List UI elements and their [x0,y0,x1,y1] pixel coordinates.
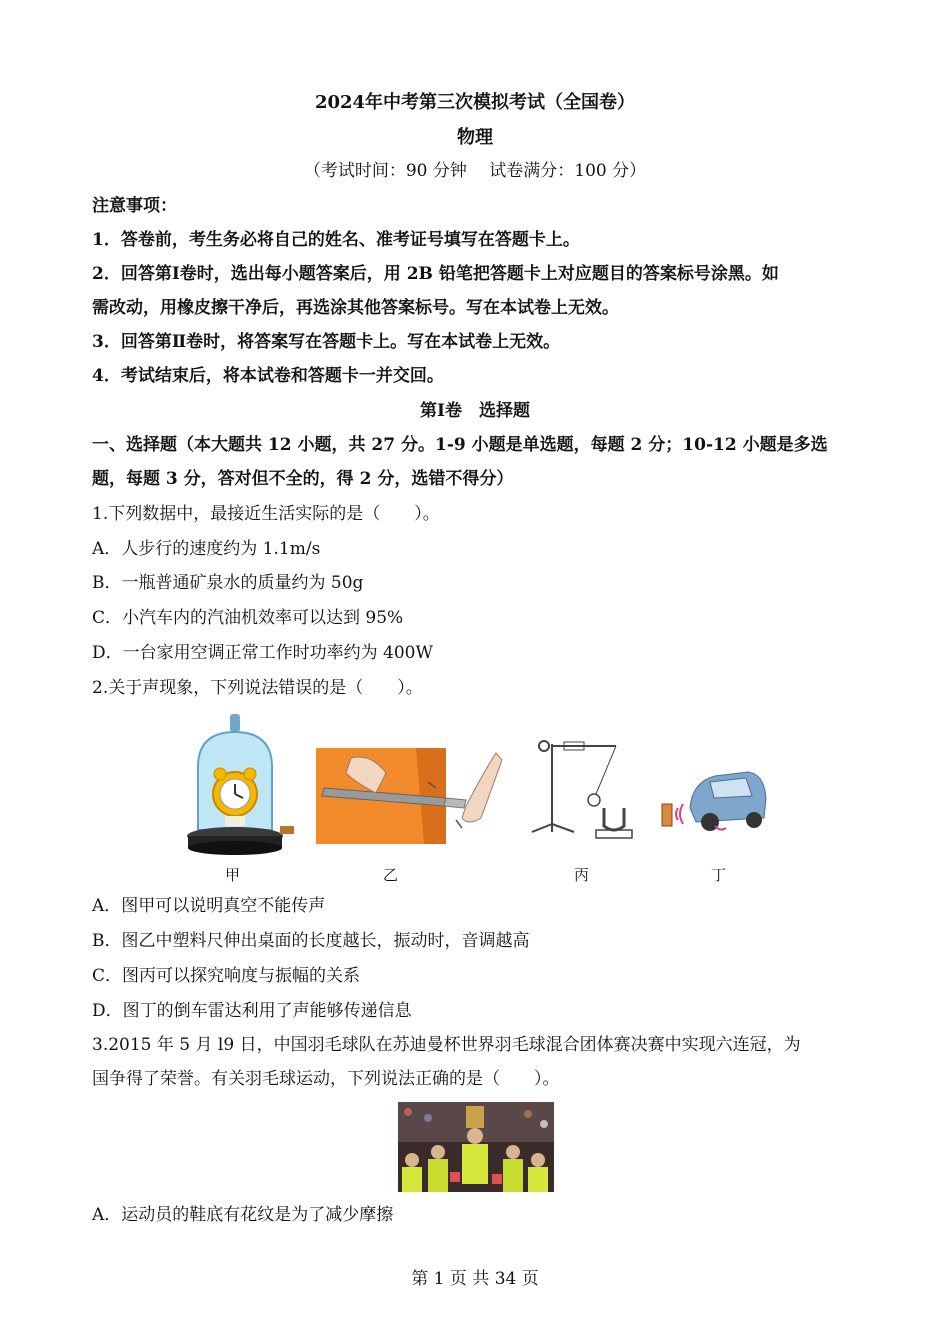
notice-item: 4．考试结束后，将本试卷和答题卡一并交回。 [92,366,444,386]
badminton-team-photo [398,1102,554,1192]
q1-option-a: A．人步行的速度约为 1.1m/s [92,539,321,559]
figure-caption: 甲 [225,866,241,884]
trophy [466,1106,484,1128]
q1-option-d: D．一台家用空调正常工作时功率约为 400W [92,643,433,663]
question-3-stem: 3.2015 年 5 月 l9 日，中国羽毛球队在苏迪曼杯世界羽毛球混合团体赛决赛中实现六连冠，为 [92,1035,801,1055]
notice-item: 2．回答第Ⅰ卷时，选出每小题答案后，用 2B 铅笔把答题卡上对应题目的答案标号涂黑。如 [92,264,779,284]
page-number: 第 1 页 共 34 页 [411,1269,539,1289]
q2-option-c: C．图丙可以探究响度与振幅的关系 [92,966,361,986]
section-instructions: 一、选择题（本大题共 12 小题，共 27 分。1-9 小题是单选题，每题 2 分；10-12 小题是多选 [92,435,828,455]
tuning-fork-figure [524,734,634,846]
q2-option-a: A．图甲可以说明真空不能传声 [92,896,326,916]
figure-caption: 丙 [574,866,590,884]
q2-option-d: D．图丁的倒车雷达利用了声能够传递信息 [92,1001,412,1021]
figure-caption: 丁 [711,866,727,884]
pendulum-ball [588,794,600,806]
pendulum-string [596,746,616,794]
ruler-table-figure [316,748,502,844]
exam-title: 2024年中考第三次模拟考试（全国卷） [314,92,636,113]
subject-title: 物理 [457,127,493,148]
q3-option-a: A．运动员的鞋底有花纹是为了减少摩擦 [92,1205,394,1225]
notice-heading: 注意事项： [92,196,177,216]
tuning-fork [604,808,624,830]
air-valve [280,826,294,834]
finger-plucking [462,753,502,822]
section-instructions: 题，每题 3 分，答对但不全的，得 2 分，选错不得分） [92,469,514,489]
sound-wave [676,808,678,820]
notice-item: 需改动，用橡皮擦干净后，再选涂其他答案标号。写在本试卷上无效。 [92,298,619,318]
figure-caption: 乙 [383,866,399,884]
notice-item: 1．答卷前，考生务必将自己的姓名、准考证号填写在答题卡上。 [92,230,580,250]
question-3-stem: 国争得了荣誉。有关羽毛球运动，下列说法正确的是（ ）。 [92,1069,560,1089]
bell-jar-figure [180,712,298,857]
question-2-stem: 2.关于声现象，下列说法错误的是（ ）。 [92,678,423,698]
reversing-radar-figure [660,768,770,838]
part1-title: 第Ⅰ卷 选择题 [420,401,530,421]
player-jersey [462,1144,488,1184]
jar-knob [230,714,240,732]
obstacle-cone [662,804,672,826]
question-1-stem: 1.下列数据中，最接近生活实际的是（ ）。 [92,504,440,524]
q1-option-c: C．小汽车内的汽油机效率可以达到 95% [92,608,404,628]
q2-option-b: B．图乙中塑料尺伸出桌面的长度越长，振动时，音调越高 [92,931,530,951]
exam-meta: （考试时间：90 分钟 试卷满分：100 分） [303,161,647,181]
q1-option-b: B．一瓶普通矿泉水的质量约为 50g [92,573,364,593]
notice-item: 3．回答第Ⅱ卷时，将答案写在答题卡上。写在本试卷上无效。 [92,332,561,352]
